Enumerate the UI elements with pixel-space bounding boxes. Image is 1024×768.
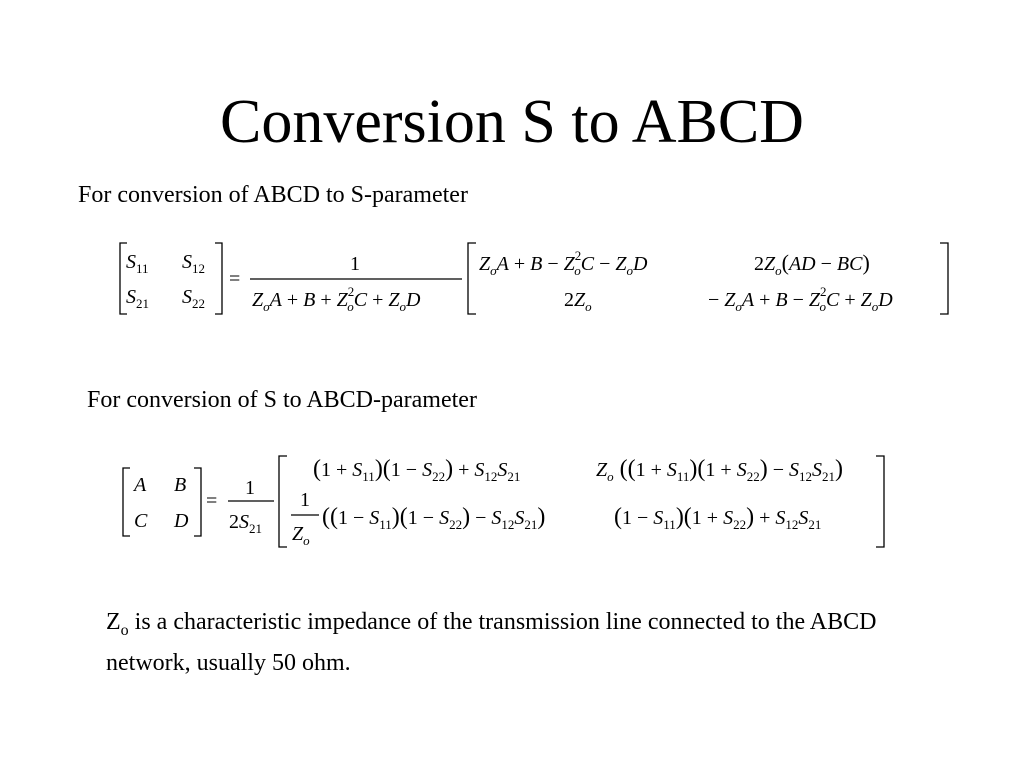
eq2-c: C	[134, 510, 148, 532]
eq1-m22: − $Z_oA + B - Z^2$ oC + $Z_oD$	[708, 284, 893, 314]
note-symbol: Z	[106, 609, 121, 635]
eq1-s21: $S_{21}$	[126, 286, 149, 311]
eq1-m12: $2Z_o(AD - BC)$	[754, 250, 870, 278]
eq2-d: D	[174, 510, 189, 532]
note-symbol-subscript: o	[120, 621, 129, 639]
eq2-a: A	[134, 474, 147, 496]
eq2-b: B	[174, 474, 187, 496]
abcd-to-s-label: For conversion of ABCD to S-parameter	[78, 182, 468, 208]
eq2-matrix-left-bracket	[279, 456, 287, 547]
eq1-denominator: $Z_oA + B + Z^2$ oC + $Z_oD$	[252, 284, 421, 314]
eq1-equals: =	[229, 268, 241, 290]
eq1-numerator: 1	[350, 253, 360, 275]
eq2-numerator: 1	[245, 477, 255, 499]
eq1-matrix-left-bracket	[468, 243, 476, 314]
eq1-m21: $2Z_o$	[564, 289, 592, 314]
slide-title: Conversion S to ABCD	[220, 88, 804, 156]
eq2-m21-frac-num: 1	[300, 489, 310, 511]
s-to-abcd-label: For conversion of S to ABCD-parameter	[87, 387, 477, 413]
eq2-lhs-left-bracket	[123, 468, 130, 536]
eq2-m21-frac-den: $Z_o$	[292, 523, 310, 548]
eq1-s12: $S_{12}$	[182, 251, 205, 276]
eq1-s11: $S_{11}$	[126, 251, 149, 276]
eq2-m22: $(1 - S_{11})(1 + S_{22}) + S_{12}S_{21}$	[614, 504, 822, 532]
eq2-m12: $Z_o$ $((1 + S_{11})(1 + S_{22}) - S_{12}S_{21})$	[596, 456, 843, 484]
eq1-s22: $S_{22}$	[182, 286, 205, 311]
eq2-denominator: $2S_{21}$	[229, 511, 262, 536]
eq1-lhs-right-bracket	[215, 243, 222, 314]
eq2-matrix-right-bracket	[876, 456, 884, 547]
eq1-m11: $Z_oA + B - Z^2$ oC − $Z_oD$	[479, 248, 648, 278]
equation-abcd-to-s	[120, 243, 948, 314]
eq2-m21: $((1 - S_{11})(1 - S_{22}) - S_{12}S_{21})$	[322, 504, 546, 532]
eq1-matrix-right-bracket	[940, 243, 948, 314]
eq2-m11: $(1 + S_{11})(1 - S_{22}) + S_{12}S_{21}$	[313, 456, 521, 484]
equation-s-to-abcd	[123, 456, 884, 548]
note-text: is a characteristic impedance of the transmission line connected to the ABCD network, usually 50 ohm.	[106, 609, 877, 676]
eq2-lhs-right-bracket	[194, 468, 201, 536]
eq2-equals: =	[206, 490, 218, 512]
